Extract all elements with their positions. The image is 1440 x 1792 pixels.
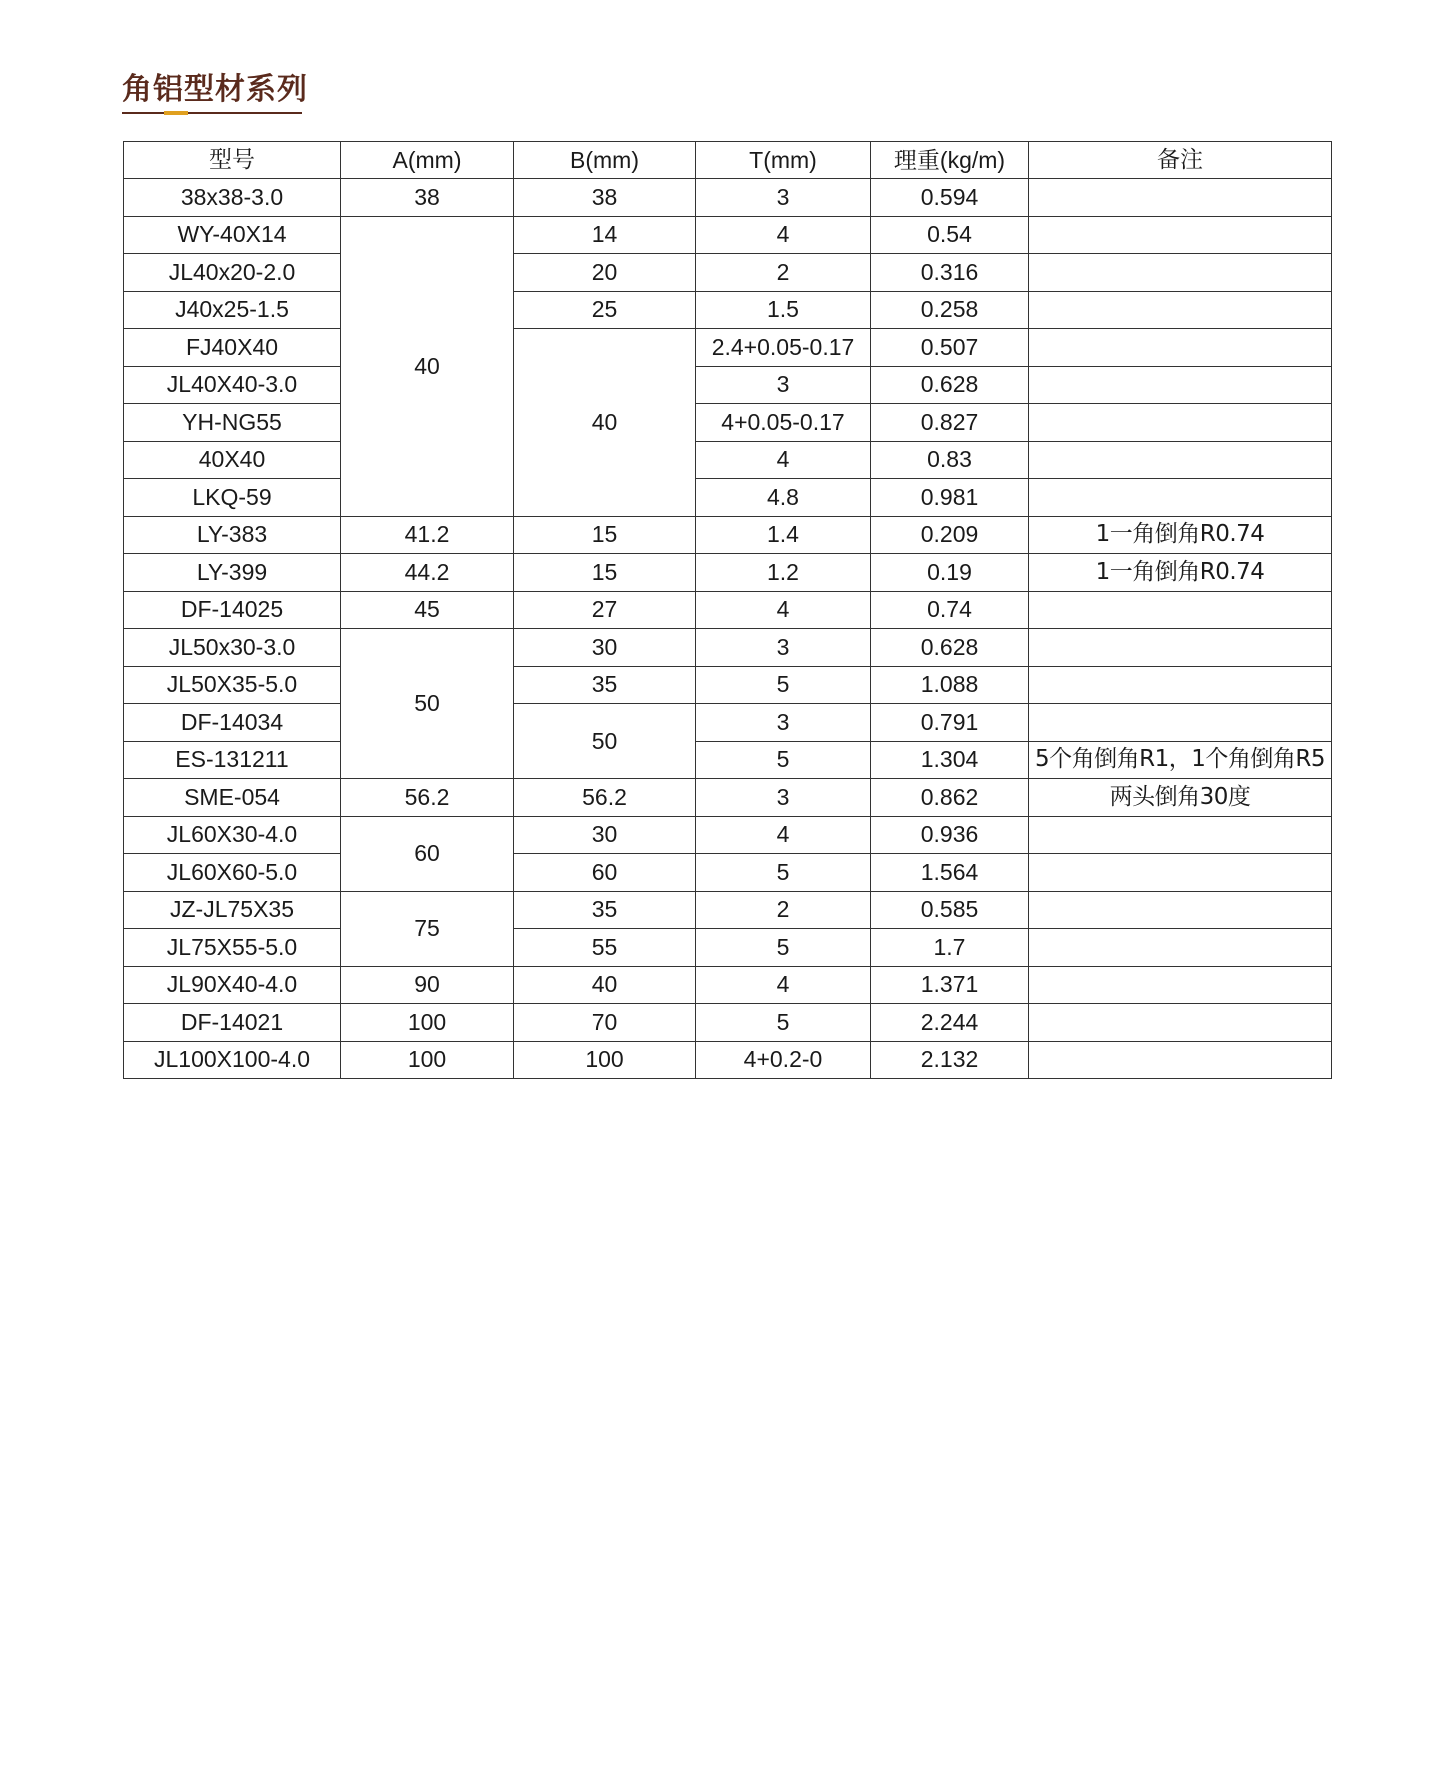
cell-t: 5 [696, 854, 871, 892]
cell-b: 38 [514, 179, 696, 217]
cell-model: DF-14025 [124, 591, 341, 629]
cell-weight: 0.981 [871, 479, 1029, 517]
cell-t: 3 [696, 179, 871, 217]
table-row [124, 291, 1332, 329]
cell-weight: 0.316 [871, 254, 1029, 292]
cell-t: 5 [696, 929, 871, 967]
cell-b: 55 [514, 929, 696, 967]
title-accent-mark [164, 111, 188, 115]
cell-b: 100 [514, 1041, 696, 1079]
cell-a: 50 [341, 629, 514, 779]
cell-weight: 0.862 [871, 779, 1029, 817]
cell-t: 2.4+0.05-0.17 [696, 329, 871, 367]
table-row [124, 929, 1332, 967]
cell-note [1029, 1004, 1332, 1042]
cell-b: 56.2 [514, 779, 696, 817]
cell-model: JL60X60-5.0 [124, 854, 341, 892]
cell-note: 两头倒角30度 [1029, 779, 1332, 817]
table-row [124, 591, 1332, 629]
cell-t: 1.5 [696, 291, 871, 329]
cell-b: 60 [514, 854, 696, 892]
cell-b: 27 [514, 591, 696, 629]
cell-weight: 0.258 [871, 291, 1029, 329]
cell-model: ES-131211 [124, 741, 341, 779]
cell-t: 3 [696, 366, 871, 404]
cell-model: SME-054 [124, 779, 341, 817]
cell-b: 50 [514, 704, 696, 779]
cell-note [1029, 366, 1332, 404]
cell-model: JL90X40-4.0 [124, 966, 341, 1004]
cell-t: 4 [696, 816, 871, 854]
cell-note [1029, 329, 1332, 367]
spec-table [123, 141, 1332, 1079]
cell-note [1029, 929, 1332, 967]
cell-t: 3 [696, 629, 871, 667]
cell-model: 38x38-3.0 [124, 179, 341, 217]
cell-a: 40 [341, 216, 514, 516]
cell-a: 100 [341, 1004, 514, 1042]
cell-note [1029, 479, 1332, 517]
cell-b: 20 [514, 254, 696, 292]
header-weight: 理重(kg/m) [871, 142, 1029, 179]
cell-t: 2 [696, 891, 871, 929]
table-row [124, 779, 1332, 817]
cell-weight: 1.7 [871, 929, 1029, 967]
cell-a: 56.2 [341, 779, 514, 817]
header-b: B(mm) [514, 142, 696, 179]
cell-model: JL50x30-3.0 [124, 629, 341, 667]
cell-t: 5 [696, 666, 871, 704]
cell-model: JL50X35-5.0 [124, 666, 341, 704]
cell-note [1029, 216, 1332, 254]
cell-t: 5 [696, 741, 871, 779]
cell-weight: 2.132 [871, 1041, 1029, 1079]
cell-note: 5个角倒角R1，1个角倒角R5 [1029, 741, 1332, 779]
header-model: 型号 [124, 142, 341, 179]
table-row [124, 254, 1332, 292]
table-row [124, 816, 1332, 854]
cell-note [1029, 891, 1332, 929]
cell-b: 30 [514, 816, 696, 854]
cell-model: JZ-JL75X35 [124, 891, 341, 929]
cell-model: J40x25-1.5 [124, 291, 341, 329]
cell-model: LY-399 [124, 554, 341, 592]
cell-t: 4.8 [696, 479, 871, 517]
cell-note [1029, 854, 1332, 892]
cell-model: FJ40X40 [124, 329, 341, 367]
cell-weight: 0.594 [871, 179, 1029, 217]
cell-t: 4 [696, 441, 871, 479]
cell-weight: 1.564 [871, 854, 1029, 892]
cell-a: 45 [341, 591, 514, 629]
table-row [124, 666, 1332, 704]
cell-t: 3 [696, 779, 871, 817]
cell-model: LKQ-59 [124, 479, 341, 517]
cell-weight: 0.585 [871, 891, 1029, 929]
cell-weight: 0.209 [871, 516, 1029, 554]
cell-model: JL75X55-5.0 [124, 929, 341, 967]
table-row [124, 891, 1332, 929]
table-row [124, 741, 1332, 779]
page-title: 角铝型材系列 [122, 72, 308, 107]
table-row [124, 216, 1332, 254]
cell-note [1029, 291, 1332, 329]
cell-model: JL60X30-4.0 [124, 816, 341, 854]
cell-note [1029, 966, 1332, 1004]
cell-weight: 0.507 [871, 329, 1029, 367]
cell-weight: 1.371 [871, 966, 1029, 1004]
header-note: 备注 [1029, 142, 1332, 179]
cell-t: 1.4 [696, 516, 871, 554]
cell-note: 1一角倒角R0.74 [1029, 554, 1332, 592]
cell-model: YH-NG55 [124, 404, 341, 442]
cell-note [1029, 1041, 1332, 1079]
cell-t: 4 [696, 966, 871, 1004]
cell-note [1029, 179, 1332, 217]
cell-model: 40X40 [124, 441, 341, 479]
cell-model: LY-383 [124, 516, 341, 554]
cell-b: 40 [514, 329, 696, 517]
cell-b: 15 [514, 516, 696, 554]
cell-t: 4+0.2-0 [696, 1041, 871, 1079]
cell-t: 4 [696, 216, 871, 254]
table-row [124, 516, 1332, 554]
cell-a: 41.2 [341, 516, 514, 554]
title-block [122, 70, 308, 114]
table-row [124, 554, 1332, 592]
cell-note [1029, 441, 1332, 479]
cell-note [1029, 629, 1332, 667]
table-header-row [124, 142, 1332, 179]
cell-t: 1.2 [696, 554, 871, 592]
cell-weight: 1.304 [871, 741, 1029, 779]
cell-model: JL40X40-3.0 [124, 366, 341, 404]
cell-b: 70 [514, 1004, 696, 1042]
cell-b: 25 [514, 291, 696, 329]
cell-weight: 0.54 [871, 216, 1029, 254]
cell-note [1029, 591, 1332, 629]
cell-weight: 0.791 [871, 704, 1029, 742]
cell-b: 14 [514, 216, 696, 254]
table-row [124, 329, 1332, 367]
cell-weight: 0.827 [871, 404, 1029, 442]
table-row [124, 704, 1332, 742]
cell-t: 3 [696, 704, 871, 742]
cell-t: 5 [696, 1004, 871, 1042]
title-underline [122, 112, 302, 114]
table-row [124, 366, 1332, 404]
cell-t: 4+0.05-0.17 [696, 404, 871, 442]
table-row [124, 1041, 1332, 1079]
table-row [124, 479, 1332, 517]
cell-model: JL100X100-4.0 [124, 1041, 341, 1079]
table-row [124, 441, 1332, 479]
table-row [124, 966, 1332, 1004]
cell-a: 75 [341, 891, 514, 966]
cell-note [1029, 704, 1332, 742]
table-row [124, 629, 1332, 667]
cell-model: DF-14021 [124, 1004, 341, 1042]
header-t: T(mm) [696, 142, 871, 179]
cell-b: 30 [514, 629, 696, 667]
cell-t: 2 [696, 254, 871, 292]
cell-note: 1一角倒角R0.74 [1029, 516, 1332, 554]
cell-a: 44.2 [341, 554, 514, 592]
cell-note [1029, 666, 1332, 704]
cell-note [1029, 404, 1332, 442]
cell-b: 40 [514, 966, 696, 1004]
cell-note [1029, 816, 1332, 854]
cell-weight: 2.244 [871, 1004, 1029, 1042]
cell-a: 60 [341, 816, 514, 891]
table-row [124, 179, 1332, 217]
cell-weight: 0.19 [871, 554, 1029, 592]
cell-b: 35 [514, 891, 696, 929]
cell-a: 38 [341, 179, 514, 217]
cell-weight: 0.628 [871, 629, 1029, 667]
table-row [124, 1004, 1332, 1042]
cell-weight: 0.628 [871, 366, 1029, 404]
cell-a: 90 [341, 966, 514, 1004]
cell-weight: 0.74 [871, 591, 1029, 629]
cell-model: WY-40X14 [124, 216, 341, 254]
table-row [124, 404, 1332, 442]
cell-note [1029, 254, 1332, 292]
cell-b: 15 [514, 554, 696, 592]
cell-a: 100 [341, 1041, 514, 1079]
cell-model: DF-14034 [124, 704, 341, 742]
cell-weight: 0.936 [871, 816, 1029, 854]
cell-weight: 0.83 [871, 441, 1029, 479]
table-row [124, 854, 1332, 892]
cell-model: JL40x20-2.0 [124, 254, 341, 292]
cell-weight: 1.088 [871, 666, 1029, 704]
header-a: A(mm) [341, 142, 514, 179]
cell-b: 35 [514, 666, 696, 704]
cell-t: 4 [696, 591, 871, 629]
